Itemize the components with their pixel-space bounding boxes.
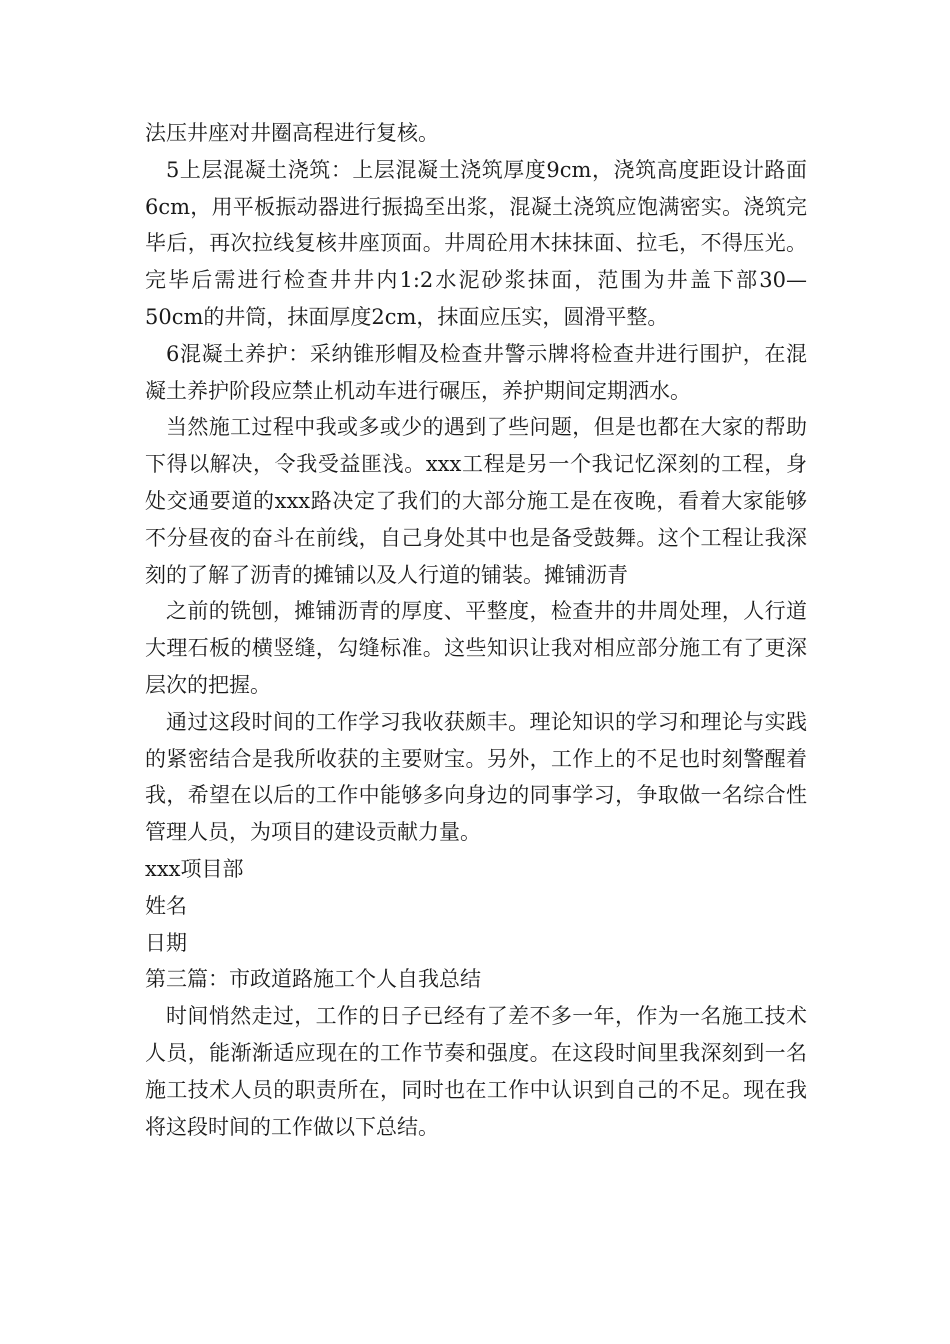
signature-date: 日期 — [145, 930, 187, 955]
signature-name: 姓名 — [145, 893, 187, 918]
document-body — [145, 115, 807, 1145]
paragraph-step-6: 6混凝土养护：采纳锥形帽及检查井警示牌将检查井进行围护，在混凝土养护阶段应禁止机动车进行碾压，养护期间定期洒水。 — [145, 341, 807, 403]
paragraph-third-intro: 时间悄然走过，工作的日子已经有了差不多一年，作为一名施工技术人员，能渐渐适应现在的工作节奏和强度。在这段时间里我深刻到一名施工技术人员的职责所在，同时也在工作中认识到自己的不足。现在我将这段时间的工作做以下总结。 — [145, 1004, 807, 1139]
paragraph-project-experience: 当然施工过程中我或多或少的遇到了些问题，但是也都在大家的帮助下得以解决，令我受益匪浅。xxx工程是另一个我记忆深刻的工程，身处交通要道的xxx路决定了我们的大部分施工是在夜晚，看着大家能够不分昼夜的奋斗在前线，自己身处其中也是备受鼓舞。这个工程让我深刻的了解了沥青的摊铺以及人行道的铺装。摊铺沥青 — [145, 415, 807, 587]
section-heading: 第三篇：市政道路施工个人自我总结 — [145, 967, 481, 992]
paragraph-step-5: 5上层混凝土浇筑：上层混凝土浇筑厚度9cm，浇筑高度距设计路面6cm，用平板振动器进行振捣至出浆，混凝土浇筑应饱满密实。浇筑完毕后，再次拉线复核井座顶面。井周砼用木抹抹面、拉毛，不得压光。完毕后需进行检查井井内1:2水泥砂浆抹面，范围为井盖下部30—50cm的井筒，抹面厚度2cm，抹面应压实，圆滑平整。 — [145, 157, 807, 329]
paragraph-continuation: 法压井座对井圈高程进行复核。 — [145, 121, 439, 145]
paragraph-conclusion: 通过这段时间的工作学习我收获颇丰。理论知识的学习和理论与实践的紧密结合是我所收获的主要财宝。另外，工作上的不足也时刻警醒着我，希望在以后的工作中能够多向身边的同事学习，争取做一名综合性管理人员，为项目的建设贡献力量。 — [145, 709, 807, 845]
paragraph-asphalt-details: 之前的铣刨，摊铺沥青的厚度、平整度，检查井的井周处理，人行道大理石板的横竖缝，勾缝标准。这些知识让我对相应部分施工有了更深层次的把握。 — [145, 599, 807, 697]
signature-department: xxx项目部 — [145, 856, 244, 881]
